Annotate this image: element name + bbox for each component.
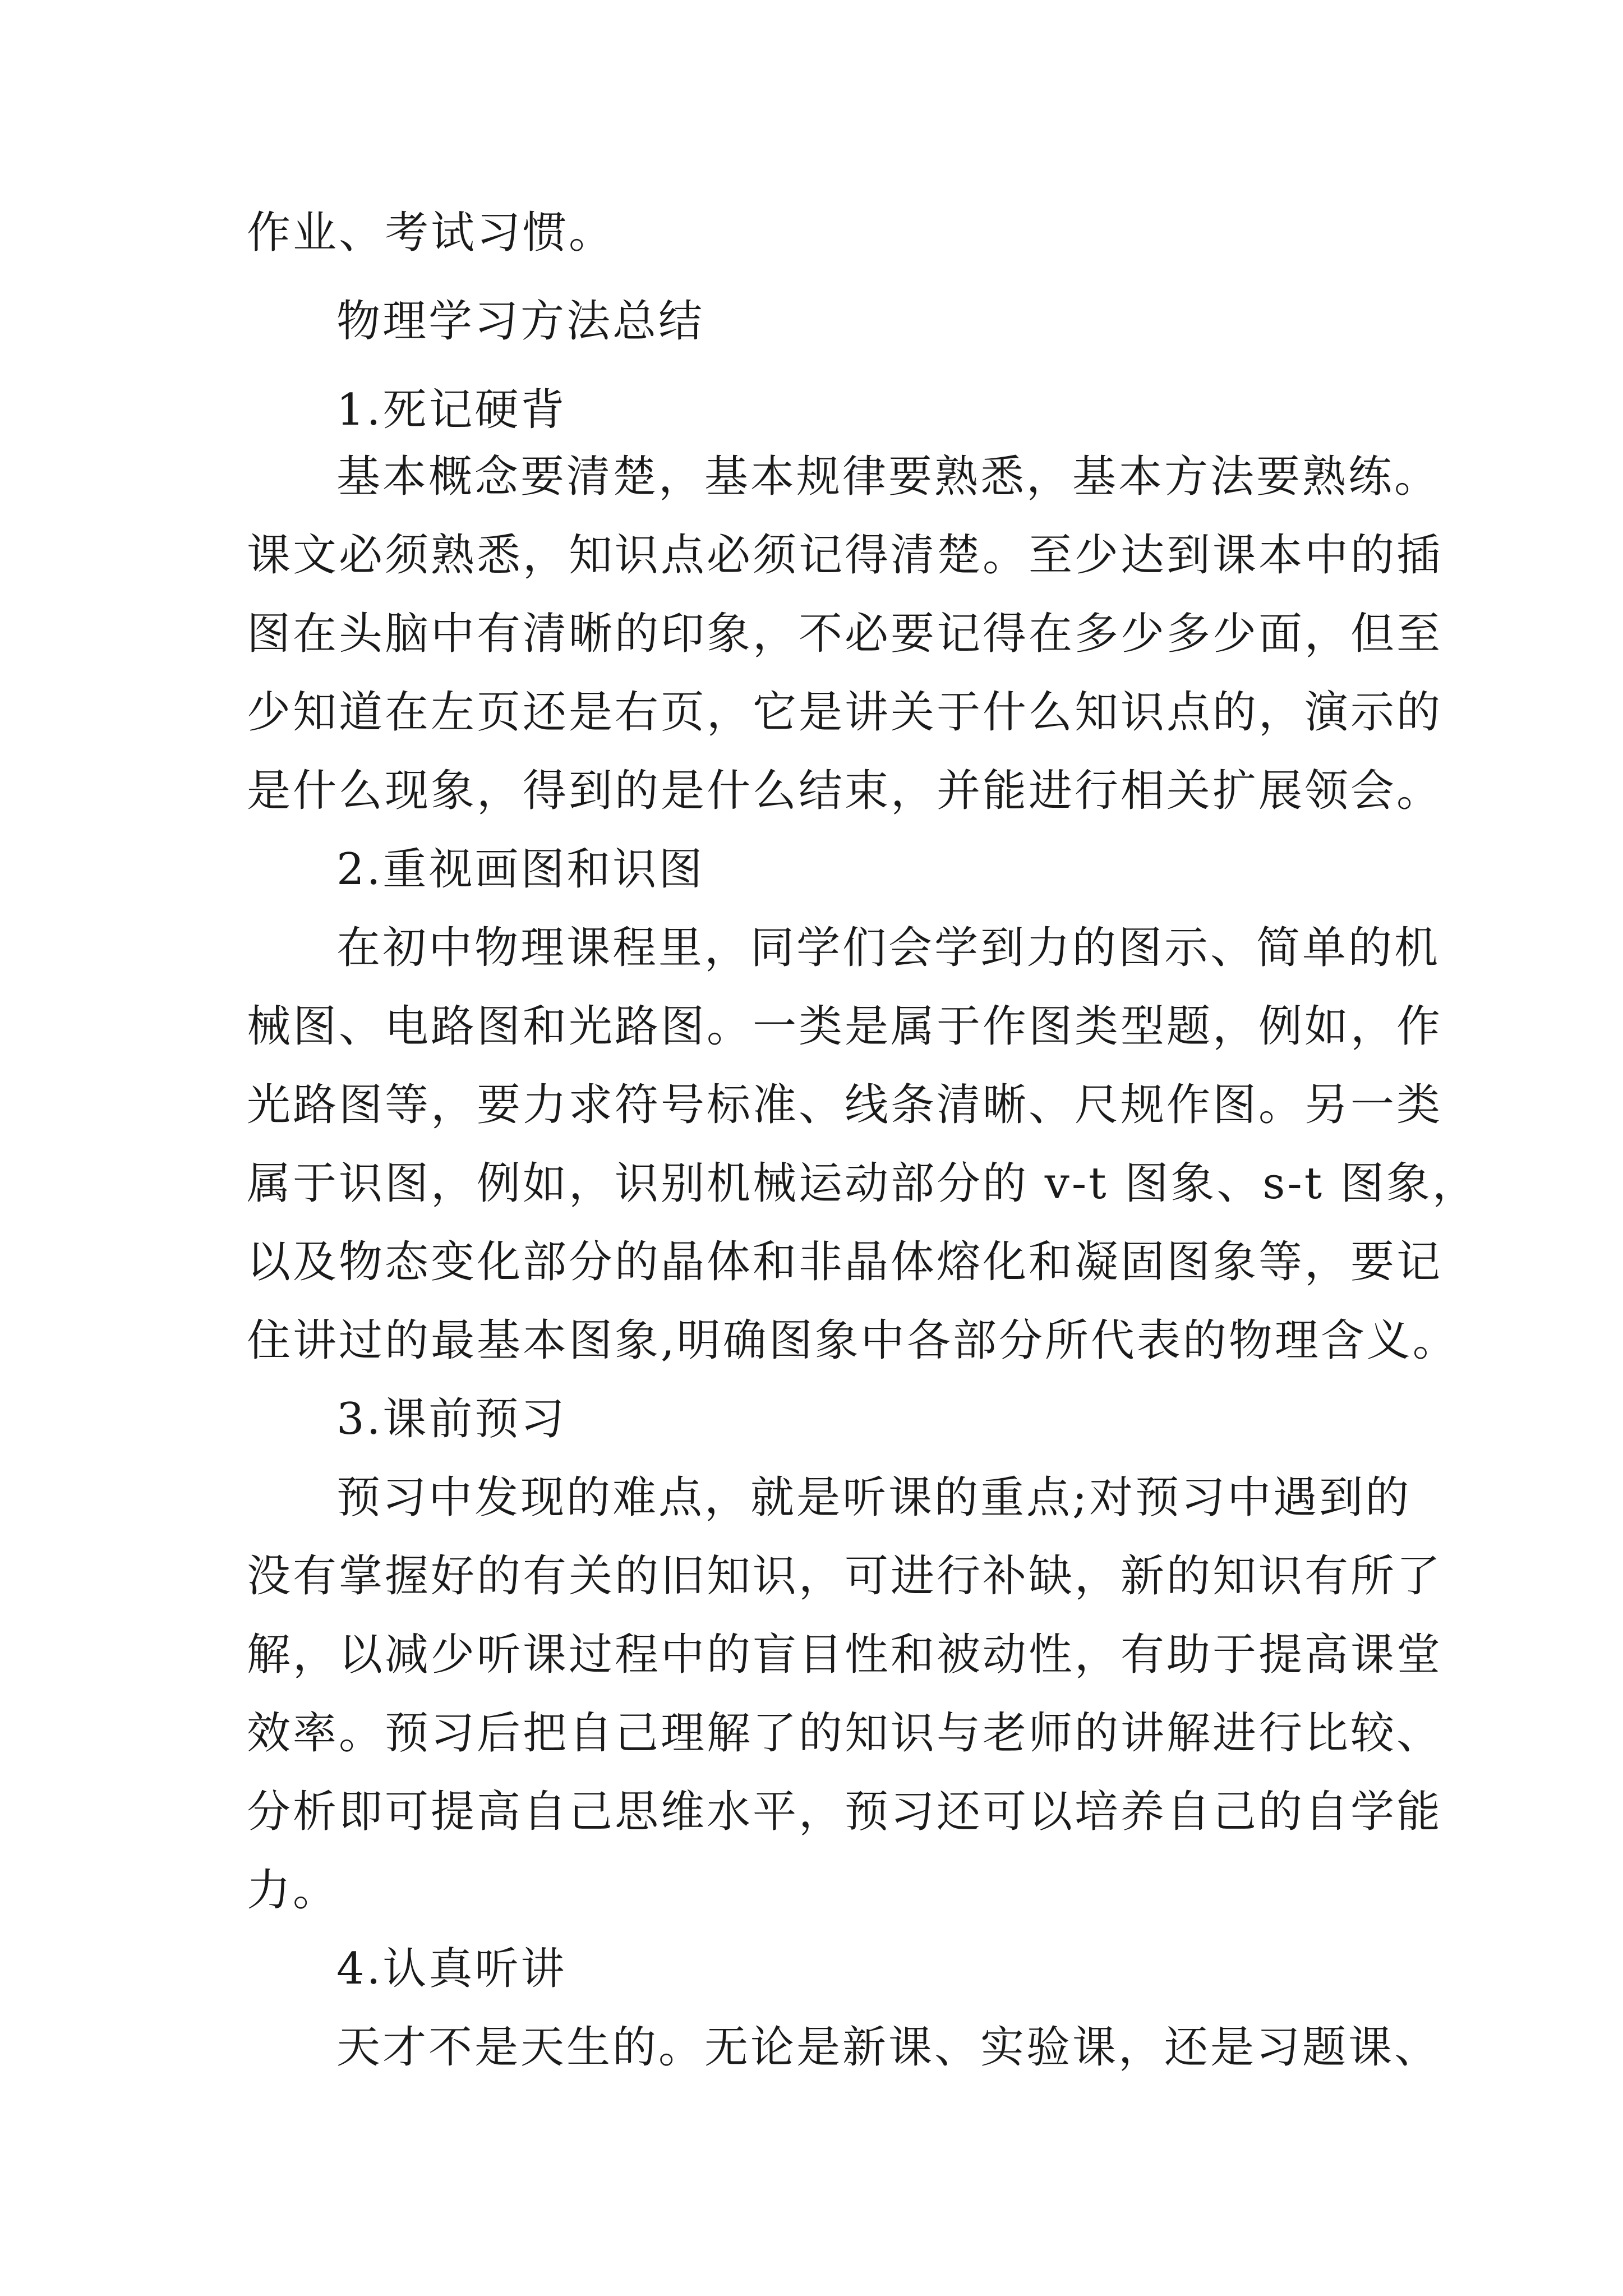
subsection-heading: 4.认真听讲 <box>336 1944 567 1994</box>
text-line: 解，以减少听课过程中的盲目性和被动性，有助于提高课堂 <box>247 1630 1443 1680</box>
text-line: 天才不是天生的。无论是新课、实验课，还是习题课、 <box>336 2022 1441 2073</box>
text-line: 课文必须熟悉，知识点必须记得清楚。至少达到课本中的插 <box>247 530 1443 581</box>
text-line: 预习中发现的难点，就是听课的重点;对预习中遇到的 <box>336 1473 1412 1523</box>
text-line: 效率。预习后把自己理解了的知识与老师的讲解进行比较、 <box>247 1708 1443 1759</box>
subsection-heading: 3.课前预习 <box>336 1394 567 1444</box>
subsection-heading: 1.死记硬背 <box>336 385 567 435</box>
text-line: 以及物态变化部分的晶体和非晶体熔化和凝固图象等，要记 <box>247 1237 1443 1287</box>
text-line: 图在头脑中有清晰的印象，不必要记得在多少多少面，但至 <box>247 609 1443 659</box>
text-line: 属于识图，例如，识别机械运动部分的 v-t 图象、s-t 图象， <box>247 1158 1478 1209</box>
text-line: 光路图等，要力求符号标准、线条清晰、尺规作图。另一类 <box>247 1080 1443 1130</box>
text-line: 作业、考试习惯。 <box>247 208 615 258</box>
section-heading: 物理学习方法总结 <box>336 296 705 347</box>
text-line: 械图、电路图和光路图。一类是属于作图类型题，例如，作 <box>247 1001 1443 1052</box>
text-line: 少知道在左页还是右页，它是讲关于什么知识点的，演示的 <box>247 687 1443 738</box>
text-line: 住讲过的最基本图象,明确图象中各部分所代表的物理含义。 <box>247 1315 1459 1366</box>
text-line: 没有掌握好的有关的旧知识，可进行补缺，新的知识有所了 <box>247 1551 1443 1602</box>
text-line: 分析即可提高自己思维水平，预习还可以培养自己的自学能 <box>247 1787 1443 1837</box>
text-line: 是什么现象，得到的是什么结束，并能进行相关扩展领会。 <box>247 766 1443 816</box>
text-line: 在初中物理课程里，同学们会学到力的图示、简单的机 <box>336 923 1441 973</box>
text-line: 力。 <box>247 1865 339 1916</box>
text-line: 基本概念要清楚，基本规律要熟悉，基本方法要熟练。 <box>336 452 1441 502</box>
subsection-heading: 2.重视画图和识图 <box>336 844 705 895</box>
